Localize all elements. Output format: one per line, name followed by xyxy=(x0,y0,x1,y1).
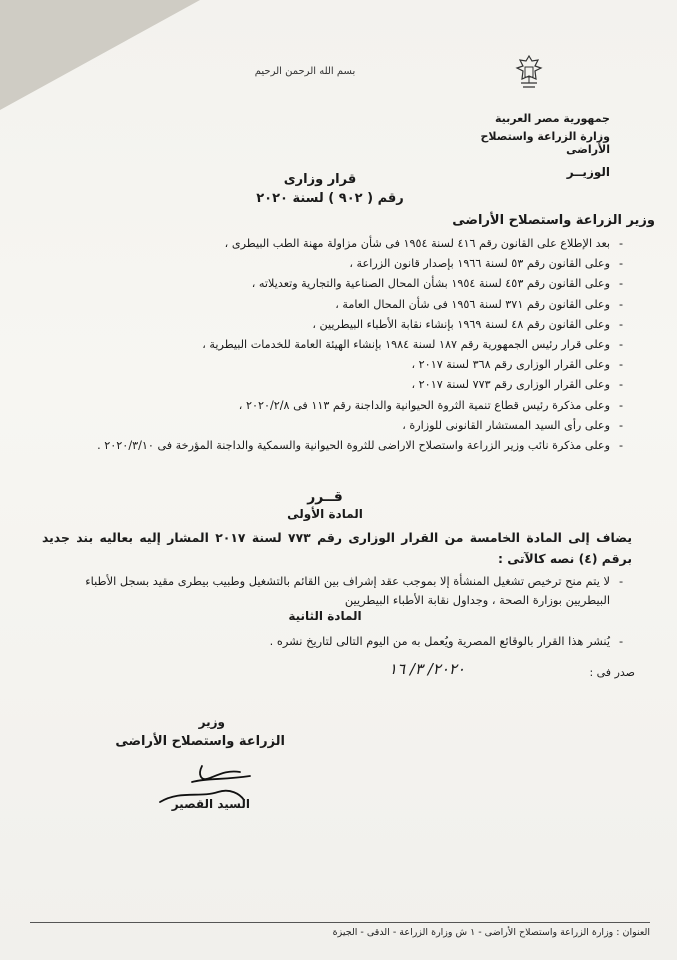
decree-title: قرار وزارى xyxy=(283,172,357,187)
republic-name: جمهورية مصر العربية xyxy=(495,112,610,125)
whereas-item: - وعلى قرار رئيس الجمهورية رقم ١٨٧ لسنة ١٩٨٤ بإنشاء الهيئة العامة للخدمات البيطرية ، xyxy=(202,338,624,352)
signatory-title-line-2: الزراعة واستصلاح الأراضى xyxy=(115,734,285,749)
whereas-item: - وعلى القرار الوزارى رقم ٧٧٣ لسنة ٢٠١٧ ، xyxy=(411,378,624,392)
decree-number: رقم ( ٩٠٢ ) لسنة ٢٠٢٠ xyxy=(256,191,404,206)
whereas-list xyxy=(42,234,632,456)
whereas-item: - وعلى رأى السيد المستشار القانونى للوزارة ، xyxy=(402,418,624,432)
eagle-emblem-icon xyxy=(512,52,546,94)
footer-divider xyxy=(30,922,650,923)
whereas-item: - وعلى القرار الوزارى رقم ٣٦٨ لسنة ٢٠١٧ ، xyxy=(411,358,624,372)
whereas-item: - وعلى مذكرة نائب وزير الزراعة واستصلاح الاراضى للثروة الحيوانية والسمكية والداجنة المؤرخة فى ٢٠٢٠/٣/١٠ . xyxy=(97,439,624,453)
article-1-item: - لا يتم منح ترخيص تشغيل المنشأة إلا بموجب عقد إشراف بين القائم بالتشغيل وطبيب بيطرى مقيد بسجل الأطباء البيطريين بوزارة الصحة ، وجداول نقابة الأطباء البيطريين xyxy=(85,574,624,607)
ministry-name: وزارة الزراعة واستصلاح الأراضى xyxy=(480,130,610,156)
article-2-heading: المادة الثانية xyxy=(288,609,362,623)
issuer-line: وزير الزراعة واستصلاح الأراضى xyxy=(452,213,655,228)
article-2-item: - يُنشر هذا القرار بالوقائع المصرية ويُعمل به من اليوم التالى لتاريخ نشره . xyxy=(269,634,624,648)
issued-date: ٢٠٢٠/ ٣/ ١٦ xyxy=(388,660,465,678)
footer-address: العنوان : وزارة الزراعة واستصلاح الأراضى - ١ ش وزارة الزراعة - الدقى - الجيزة xyxy=(332,927,650,938)
article-1-text: يضاف إلى المادة الخامسة من القرار الوزارى رقم ٧٧٣ لسنة ٢٠١٧ المشار إليه بعاليه بند جديد برقم (٤) نصه كالآتى : xyxy=(42,530,632,566)
whereas-item: - بعد الإطلاع على القانون رقم ٤١٦ لسنة ١٩٥٤ فى شأن مزاولة مهنة الطب البيطرى ، xyxy=(224,237,624,250)
whereas-item: - وعلى القانون رقم ٤٨ لسنة ١٩٦٩ بإنشاء نقابة الأطباء البيطريين ، xyxy=(312,317,624,331)
whereas-item: - وعلى القانون رقم ٤٥٣ لسنة ١٩٥٤ بشأن المحال الصناعية والتجارية وتعديلاته ، xyxy=(251,277,624,291)
signatory-title-line-1: وزير xyxy=(198,715,225,729)
issued-label: صدر فى : xyxy=(589,666,635,679)
article-1-heading: المادة الأولى xyxy=(287,507,363,521)
whereas-item: - وعلى مذكرة رئيس قطاع تنمية الثروة الحيوانية والداجنة رقم ١١٣ فى ٢٠٢٠/٢/٨ ، xyxy=(238,398,624,412)
signatory-name: السيد القصير xyxy=(171,797,250,811)
whereas-item: - وعلى القانون رقم ٣٧١ لسنة ١٩٥٦ فى شأن المحال العامة ، xyxy=(335,297,624,311)
minister-office: الوزيــر xyxy=(566,165,610,179)
page-fold-shadow xyxy=(0,0,200,110)
decided-heading: قــرر xyxy=(307,489,343,505)
whereas-item: - وعلى القانون رقم ٥٣ لسنة ١٩٦٦ بإصدار قانون الزراعة ، xyxy=(349,257,624,271)
basmala: بسم الله الرحمن الرحيم xyxy=(254,66,356,77)
